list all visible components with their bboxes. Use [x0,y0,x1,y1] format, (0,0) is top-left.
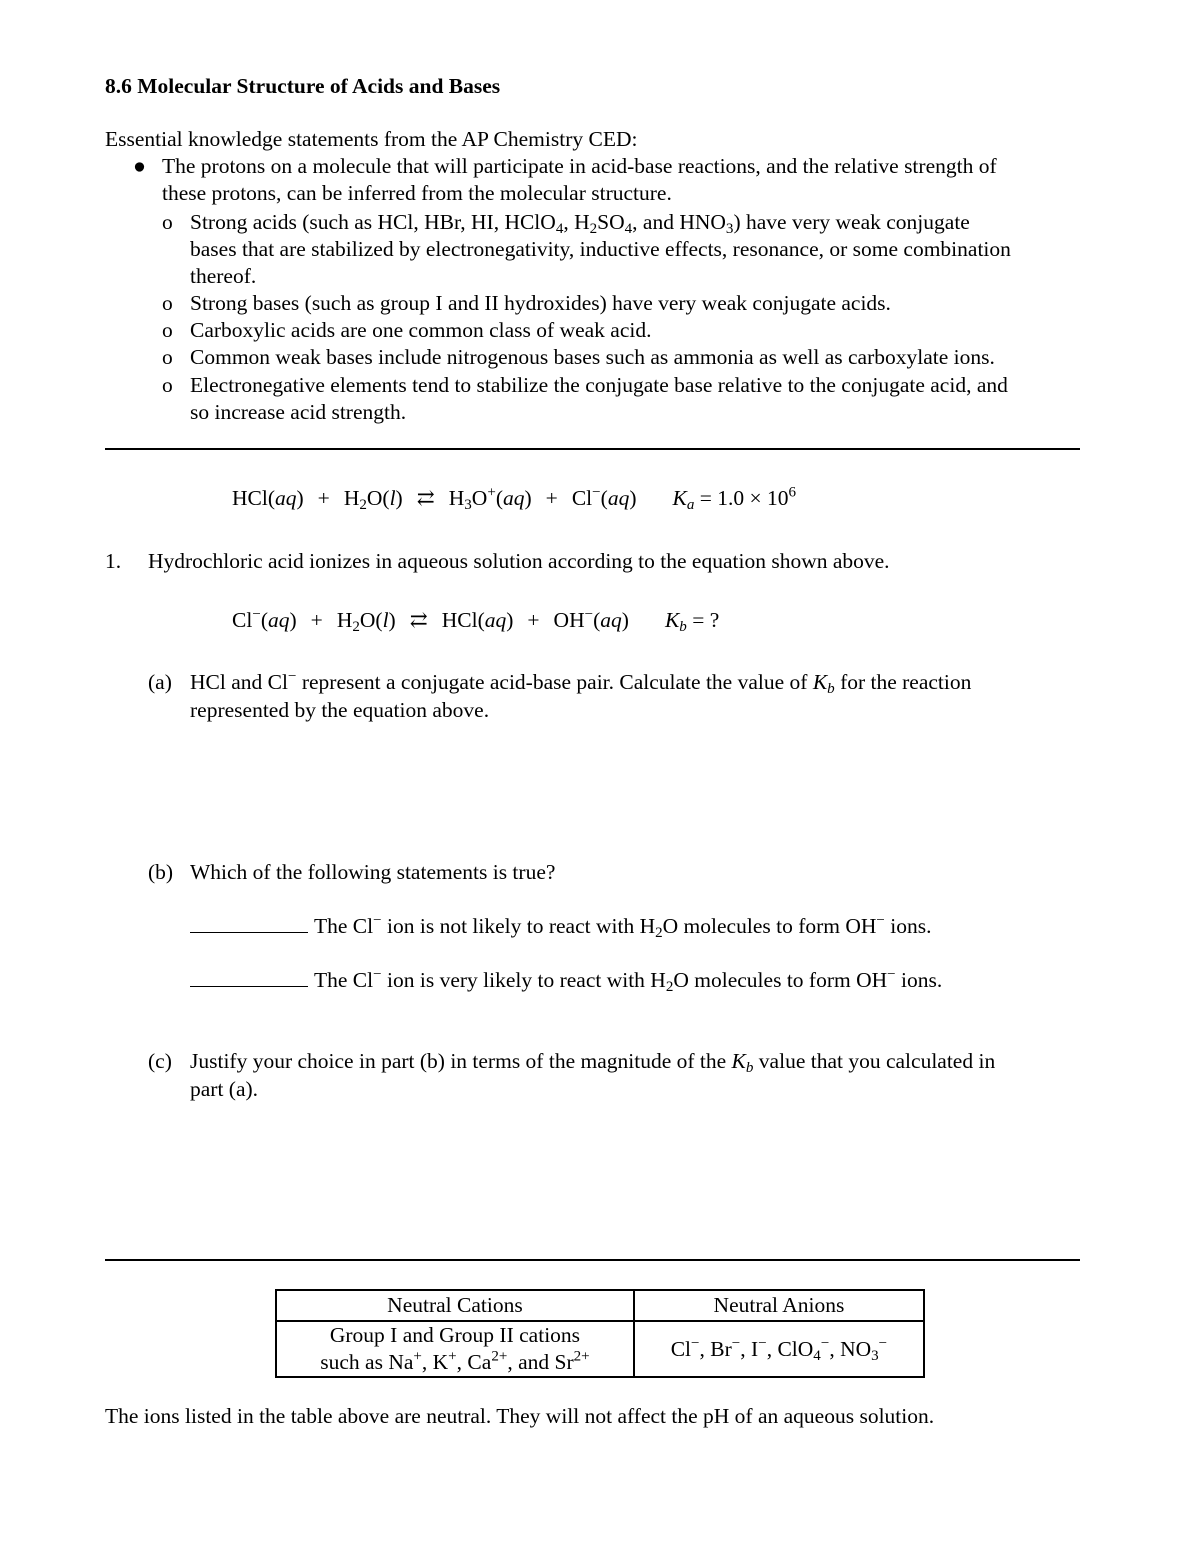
sub-bullet-marker: o [162,318,173,342]
answer-blank[interactable] [190,968,308,987]
part-c-text: Justify your choice in part (b) in terms of the magnitude of the $K_b$ value that you calculated in [190,1049,996,1076]
sub-bullet-marker: o [162,210,173,234]
header-neutral-anions: Neutral Anions [634,1290,924,1321]
table-header-row [276,1290,924,1321]
sub-bullet-strong-bases: Strong bases (such as group I and II hydroxides) have very weak conjugate acids. [190,291,891,315]
part-b-label: (b) [148,860,174,884]
anions-cell: Cl−, Br−, I−, ClO$_4$−, $NO_3^-$ [634,1321,924,1377]
sub-bullet-electronegative: Electronegative elements tend to stabilize the conjugate base relative to the conjugate acid, and [190,373,1008,397]
part-a-text-line2: represented by the equation above. [190,698,490,722]
cations-cell: Group I and Group II cations such as Na+, K+, $Ca^{2+}$, and $Sr^{2+}$ [276,1321,634,1377]
divider-rule [105,448,1080,450]
sub-bullet-strong-acids: Strong acids (such as HCl, HBr, HI, HClO$_4$, $H_2SO_4$, and $HNO_3$) have very weak conjugate [190,210,970,237]
question-number: 1. [105,549,122,573]
equilibrium-arrow-icon: ⇄ [416,486,435,510]
essential-knowledge-heading: Essential knowledge statements from the AP Chemistry CED: [105,127,638,151]
part-a-label: (a) [148,670,172,694]
answer-blank[interactable] [190,914,308,933]
part-b-option-very-likely: The Cl− ion is very likely to react with $H_2O$ molecules to form OH− ions. [190,967,942,994]
chloride-hydrolysis-equation: $Cl^-(aq) + H_2O(l)$ ⇄ HCl(aq) + OH−(aq) $K_b$ = ? [232,606,720,635]
sub-bullet-carboxylic-acids: Carboxylic acids are one common class of weak acid. [190,318,652,342]
header-neutral-cations: Neutral Cations [276,1290,634,1321]
part-b-option-not-likely: The Cl− ion is not likely to react with $H_2O$ molecules to form OH− ions. [190,913,932,940]
sub-bullet-electronegative-line2: so increase acid strength. [190,400,407,424]
sub-bullet-marker: o [162,291,173,315]
bullet-text-line1: The protons on a molecule that will participate in acid-base reactions, and the relative strength of [162,154,997,178]
page-title: 8.6 Molecular Structure of Acids and Bases [105,74,501,98]
part-c-text-line2: part (a). [190,1077,259,1101]
table-row [276,1321,924,1377]
equilibrium-arrow-icon: ⇄ [409,608,428,632]
part-c-label: (c) [148,1049,172,1073]
sub-bullet-weak-bases: Common weak bases include nitrogenous bases such as ammonia as well as carboxylate ions. [190,345,995,369]
sub-bullet-marker: o [162,345,173,369]
hcl-ionization-equation: $HCl(aq) + H_2O(l)$ ⇄ $H_3O^+(aq) + Cl^-(aq) K_a = 1.0 \times 10^6$ [232,484,797,513]
neutral-ions-table [275,1289,925,1378]
question-text: Hydrochloric acid ionizes in aqueous solution according to the equation shown above. [148,549,890,573]
part-a-text: HCl and Cl− represent a conjugate acid-base pair. Calculate the value of $K_b$ for the reaction [190,668,972,697]
sub-bullet-strong-acids-line2: bases that are stabilized by electronegativity, inductive effects, resonance, or some combination [190,237,1011,261]
bullet-text-line2: these protons, can be inferred from the molecular structure. [162,181,672,205]
footer-note: The ions listed in the table above are neutral. They will not affect the pH of an aqueous solution. [105,1404,935,1428]
bullet-marker: ● [133,154,146,178]
part-b-text: Which of the following statements is true? [190,860,556,884]
sub-bullet-marker: o [162,373,173,397]
divider-rule [105,1259,1080,1261]
sub-bullet-strong-acids-line3: thereof. [190,264,257,288]
